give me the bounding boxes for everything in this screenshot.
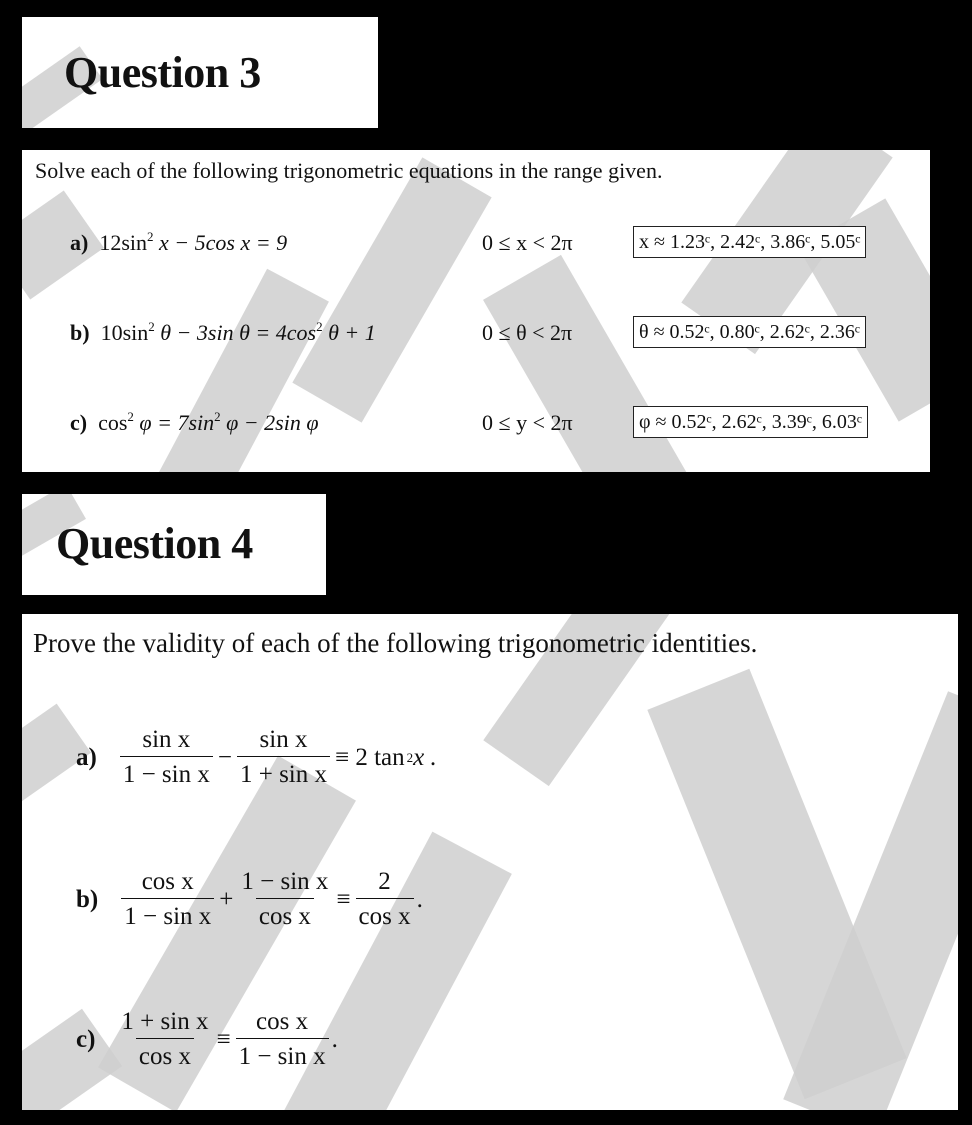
range-b: 0 ≤ θ < 2π	[482, 320, 573, 345]
part-label: c)	[70, 410, 88, 435]
fraction: $\frac{2}{\text{cos x}}$	[356, 868, 414, 931]
question-3-panel	[22, 150, 930, 472]
identity-a: a) $\frac{\text{sin x}}{\text{1 − sin x}}$ − $\frac{\text{sin x}}{\text{1 + sin x}}$ ≡ 2 tan 2 x .	[76, 726, 437, 788]
fraction: $\frac{\text{cos x}}{\text{1 − sin x}}$	[121, 868, 214, 931]
fraction: $\frac{\text{1 + sin x}}{\text{cos x}}$	[121, 1008, 209, 1070]
identity-b: b) $\frac{\text{cos x}}{\text{1 − sin x}}$ + $\frac{\text{1 − sin x}}{\text{cos x}}$ ≡ $\frac{2}{\text{cos x}}$ .	[76, 868, 423, 930]
identity-c: c) $\frac{\text{1 + sin x}}{\text{cos x}}$ ≡ $\frac{\text{cos x}}{\text{1 − sin x}}$ .	[76, 1008, 338, 1070]
answer-box-a: x ≈ 1.23ᶜ, 2.42ᶜ, 3.86ᶜ, 5.05ᶜ	[633, 226, 866, 258]
part-label: c)	[76, 1025, 96, 1053]
question-3-title: Question 3	[64, 48, 261, 97]
fraction: $\frac{\text{sin x}}{\text{1 + sin x}}$	[237, 726, 330, 789]
question-3-header	[22, 17, 378, 128]
equation-b: b) $10\sin^2$ θ − 3sin $\theta = 4\cos^2$ θ + 1	[70, 319, 376, 345]
question-4-panel	[22, 614, 958, 1110]
watermark-shape	[292, 157, 491, 422]
answer-box-b: θ ≈ 0.52ᶜ, 0.80ᶜ, 2.62ᶜ, 2.36ᶜ	[633, 316, 866, 348]
part-label: b)	[76, 885, 99, 913]
fraction: $\frac{\text{1 − sin x}}{\text{cos x}}$	[241, 868, 329, 930]
question-4-header	[22, 494, 326, 595]
watermark-shape	[483, 255, 691, 472]
fraction: $\frac{\text{sin x}}{\text{1 − sin x}}$	[120, 726, 213, 789]
fraction: $\frac{\text{cos x}}{\text{1 − sin x}}$	[236, 1008, 329, 1071]
part-label: b)	[70, 320, 90, 345]
equation-a: a) $12\sin^2$ x − 5cos x = 9	[70, 229, 288, 255]
part-label: a)	[70, 230, 89, 255]
question-4-title: Question 4	[56, 519, 253, 568]
equation-c: c) $\cos^2 \varphi = 7\sin^2$ φ − 2sin φ	[70, 409, 319, 435]
question-3-instructions: Solve each of the following trigonometric equations in the range given.	[35, 158, 663, 183]
question-4-instructions: Prove the validity of each of the following trigonometric identities.	[33, 628, 758, 658]
range-c: 0 ≤ y < 2π	[482, 410, 573, 435]
range-a: 0 ≤ x < 2π	[482, 230, 573, 255]
answer-box-c: φ ≈ 0.52ᶜ, 2.62ᶜ, 3.39ᶜ, 6.03ᶜ	[633, 406, 868, 438]
part-label: a)	[76, 743, 97, 771]
